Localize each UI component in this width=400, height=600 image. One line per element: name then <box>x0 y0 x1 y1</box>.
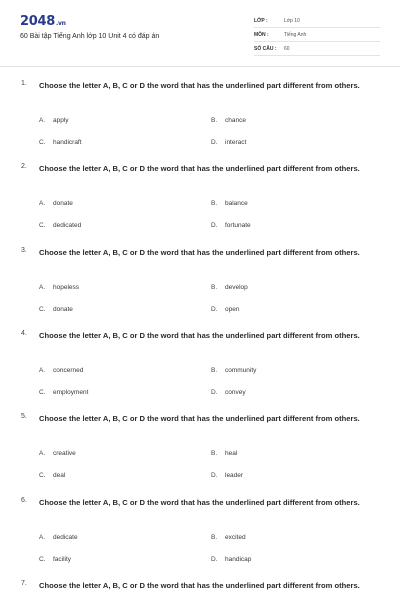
meta-value: Tiếng Anh <box>284 31 307 38</box>
option-text: dedicate <box>53 533 78 541</box>
option-text: excited <box>225 533 246 541</box>
question-number: 2. <box>21 163 27 171</box>
question-text: Choose the letter A, B, C or D the word that has the underlined part different from others. <box>39 247 360 257</box>
answer-option-b[interactable] <box>211 284 248 291</box>
option-text: donate <box>53 200 73 208</box>
question-number: 7. <box>21 579 27 587</box>
option-letter: B. <box>211 450 218 458</box>
option-letter: B. <box>211 283 218 291</box>
site-logo[interactable] <box>20 14 66 29</box>
answer-option-b[interactable] <box>211 367 256 374</box>
option-text: leader <box>225 472 244 480</box>
option-text: hopeless <box>53 283 80 291</box>
option-letter: D. <box>211 472 218 480</box>
answer-option-d[interactable] <box>211 472 243 479</box>
answer-option-c[interactable] <box>39 472 65 479</box>
option-text: fortunate <box>225 222 251 230</box>
answer-option-b[interactable] <box>211 117 246 124</box>
option-letter: D. <box>211 222 218 230</box>
option-letter: A. <box>39 283 46 291</box>
question-number: 5. <box>21 413 27 421</box>
meta-value: 60 <box>284 45 290 52</box>
logo-main: 2048 <box>20 14 55 29</box>
option-letter: C. <box>39 305 46 313</box>
answer-option-c[interactable] <box>39 306 73 313</box>
option-letter: C. <box>39 388 46 396</box>
answer-option-c[interactable] <box>39 139 82 146</box>
answer-option-d[interactable] <box>211 306 239 313</box>
answer-option-a[interactable] <box>39 200 73 207</box>
document-meta <box>254 14 380 56</box>
question-item <box>0 580 400 600</box>
question-item <box>0 497 400 581</box>
option-text: community <box>225 366 257 374</box>
meta-row-subject <box>254 28 380 42</box>
question-text: Choose the letter A, B, C or D the word that has the underlined part different from others. <box>39 497 360 507</box>
question-text: Choose the letter A, B, C or D the word that has the underlined part different from others. <box>39 164 360 174</box>
answer-option-b[interactable] <box>211 200 248 207</box>
question-number: 3. <box>21 246 27 254</box>
question-text: Choose the letter A, B, C or D the word that has the underlined part different from others. <box>39 81 360 90</box>
option-text: employment <box>53 388 89 396</box>
option-text: develop <box>225 283 248 291</box>
meta-label: LỚP : <box>254 17 268 24</box>
option-letter: D. <box>211 388 218 396</box>
answer-option-b[interactable] <box>211 534 246 541</box>
question-item <box>0 80 400 164</box>
document-title: 60 Bài tập Tiếng Anh lớp 10 Unit 4 có đáp án <box>20 33 160 40</box>
question-text: Choose the letter A, B, C or D the word that has the underlined part different from others. <box>39 414 360 424</box>
option-text: interact <box>225 139 247 146</box>
answer-option-d[interactable] <box>211 139 246 146</box>
option-text: heal <box>225 450 238 458</box>
option-text: handicraft <box>53 139 82 146</box>
answer-option-c[interactable] <box>39 222 81 229</box>
option-letter: C. <box>39 555 46 563</box>
option-text: convey <box>225 388 246 396</box>
answer-option-a[interactable] <box>39 450 76 457</box>
option-letter: A. <box>39 200 46 208</box>
answer-option-c[interactable] <box>39 556 71 563</box>
option-letter: D. <box>211 305 218 313</box>
question-number: 4. <box>21 329 27 337</box>
answer-option-d[interactable] <box>211 389 246 396</box>
option-letter: D. <box>211 139 218 146</box>
question-text: Choose the letter A, B, C or D the word that has the underlined part different from others. <box>39 330 360 340</box>
option-text: concerned <box>53 366 84 374</box>
option-letter: B. <box>211 366 218 374</box>
question-item <box>0 163 400 247</box>
question-item <box>0 413 400 497</box>
option-text: facility <box>53 555 72 563</box>
option-letter: A. <box>39 533 46 541</box>
option-letter: B. <box>211 117 218 124</box>
option-text: donate <box>53 305 73 313</box>
meta-row-grade <box>254 14 380 28</box>
logo-tld: .vn <box>55 20 66 27</box>
option-text: deal <box>53 472 66 480</box>
answer-option-d[interactable] <box>211 556 251 563</box>
option-letter: C. <box>39 139 46 146</box>
question-number: 1. <box>21 80 27 87</box>
answer-option-a[interactable] <box>39 284 79 291</box>
option-text: chance <box>225 117 246 124</box>
document-header <box>0 0 400 66</box>
option-text: apply <box>53 117 69 124</box>
option-letter: C. <box>39 472 46 480</box>
option-letter: A. <box>39 450 46 458</box>
option-letter: B. <box>211 200 218 208</box>
meta-row-count <box>254 42 380 56</box>
question-text: Choose the letter A, B, C or D the word that has the underlined part different from others. <box>39 580 360 590</box>
answer-option-a[interactable] <box>39 117 69 124</box>
meta-label: SỐ CÂU : <box>254 45 277 52</box>
option-letter: C. <box>39 222 46 230</box>
question-number: 6. <box>21 496 27 504</box>
meta-label: MÔN : <box>254 31 269 38</box>
option-letter: B. <box>211 533 218 541</box>
option-text: handicap <box>225 555 252 563</box>
question-item <box>0 330 400 414</box>
option-letter: D. <box>211 555 218 563</box>
answer-option-c[interactable] <box>39 389 88 396</box>
option-text: open <box>225 305 240 313</box>
meta-value: Lớp 10 <box>284 17 300 24</box>
answer-option-b[interactable] <box>211 450 237 457</box>
answer-option-d[interactable] <box>211 222 251 229</box>
header-divider <box>0 66 400 67</box>
option-letter: A. <box>39 366 46 374</box>
answer-option-a[interactable] <box>39 534 78 541</box>
answer-option-a[interactable] <box>39 367 83 374</box>
question-item <box>0 247 400 331</box>
option-text: dedicated <box>53 222 82 230</box>
option-text: creative <box>53 450 76 458</box>
option-text: balance <box>225 200 248 208</box>
option-letter: A. <box>39 117 46 124</box>
